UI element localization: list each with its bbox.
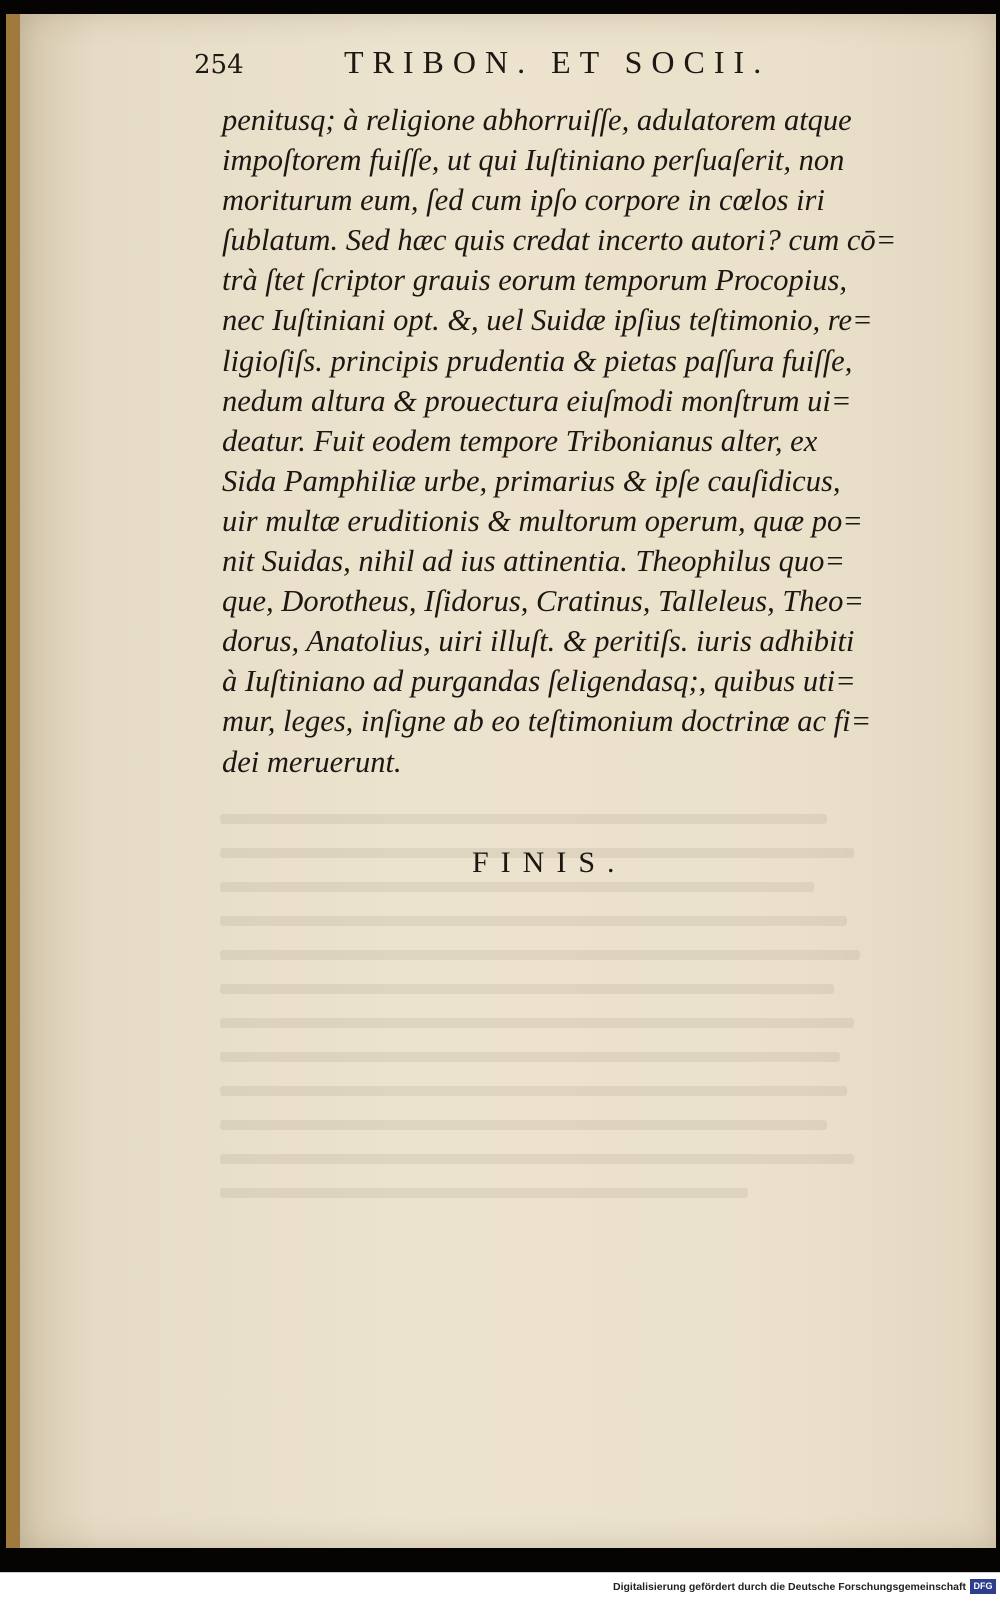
text-line: ſublatum. Sed hæc quis credat incerto autori? cum cō= xyxy=(222,223,897,258)
text-line: à Iuſtiniano ad purgandas ſeligendasq;, quibus uti= xyxy=(222,664,856,699)
page-header xyxy=(194,40,894,90)
finis-mark: FINIS. xyxy=(472,846,627,879)
text-line: dorus, Anatolius, uiri illuſt. & peritiſs. iuris adhibiti xyxy=(222,624,855,659)
text-line: nec Iuſtiniani opt. &, uel Suidæ ipſius teſtimonio, re= xyxy=(222,303,873,338)
text-line: mur, leges, inſigne ab eo teſtimonium doctrinæ ac fi= xyxy=(222,704,872,739)
text-line: moriturum eum, ſed cum ipſo corpore in cœlos iri xyxy=(222,183,825,218)
running-head: TRIBON. ET SOCII. xyxy=(344,44,771,80)
text-line: penitusq; à religione abhorruiſſe, adulatorem atque xyxy=(222,103,852,137)
page-number: 254 xyxy=(194,50,244,80)
text-line: nedum altura & prouectura eiuſmodi monſtrum ui= xyxy=(222,383,852,418)
text-line: que, Dorotheus, Iſidorus, Cratinus, Talleleus, Theo= xyxy=(222,584,864,619)
text-line: dei meruerunt. xyxy=(222,744,402,779)
text-line: uir multæ eruditionis & multorum operum, quæ po= xyxy=(222,503,863,538)
text-line: deatur. Fuit eodem tempore Tribonianus alter, ex xyxy=(222,423,818,458)
text-line: ligioſiſs. principis prudentia & pietas paſſura fuiſſe, xyxy=(222,343,853,378)
text-line: nit Suidas, nihil ad ius attinentia. Theophilus quo= xyxy=(222,544,845,579)
text-line: Sida Pamphiliæ urbe, primarius & ipſe cauſidicus, xyxy=(222,463,841,498)
dfg-logo: DFG xyxy=(970,1579,996,1594)
text-line: impoſtorem fuiſſe, ut qui Iuſtiniano perſuaſerit, non xyxy=(222,143,845,178)
footer-bar xyxy=(0,1572,1000,1601)
funding-credit: Digitalisierung gefördert durch die Deutsche Forschungsgemeinschaft xyxy=(613,1581,966,1593)
show-through-text xyxy=(220,814,880,1274)
text-line: trà ſtet ſcriptor grauis eorum temporum Procopius, xyxy=(222,263,847,298)
body-text xyxy=(222,100,912,782)
